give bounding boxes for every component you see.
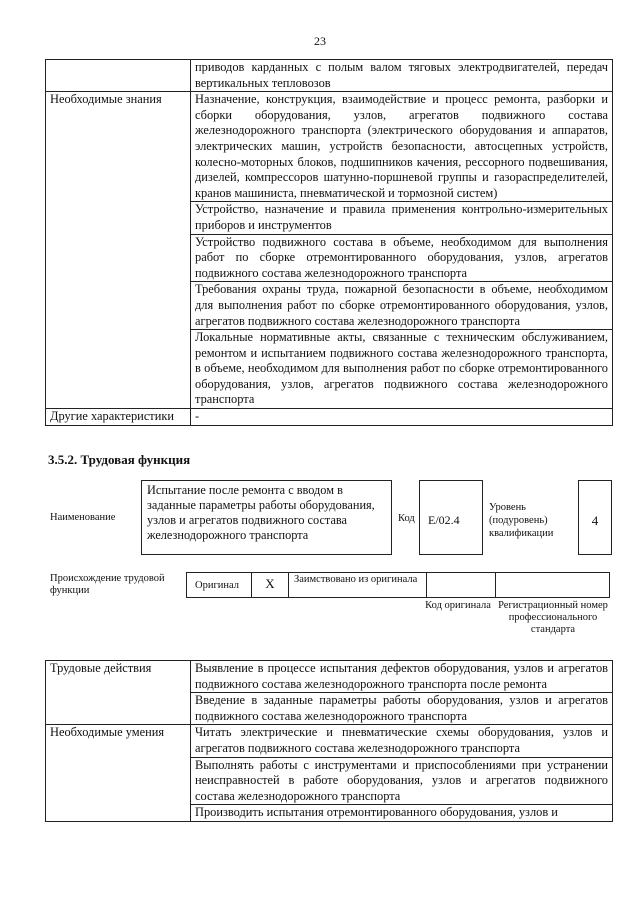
row-text: - <box>191 409 613 426</box>
row-text: Читать электрические и пневматические схемы оборудования, узлов и агрегатов подвижного состава железнодорожного транспорта <box>191 725 613 757</box>
row-label-actions: Трудовые действия <box>46 661 191 725</box>
original-label: Оригинал <box>186 572 252 598</box>
code-original-caption: Код оригинала <box>425 600 491 611</box>
name-label: Наименование <box>50 512 116 523</box>
level-label: Уровень (подуровень) квалификации <box>489 502 554 539</box>
row-text: Устройство, назначение и правила применения контрольно-измерительных приборов и инструментов <box>191 202 613 234</box>
row-text: Производить испытания отремонтированного оборудования, узлов и <box>191 805 613 822</box>
row-label-other: Другие характеристики <box>46 409 191 426</box>
table-row <box>46 661 613 693</box>
page-number: 23 <box>314 34 326 48</box>
row-label-skills: Необходимые умения <box>46 725 191 822</box>
section-title: 3.5.2. Трудовая функция <box>48 452 191 467</box>
table-row <box>46 92 613 202</box>
row-text: Выявление в процессе испытания дефектов оборудования, узлов и агрегатов подвижного состава железнодорожного транспорта после ремонта <box>191 661 613 693</box>
original-mark: X <box>251 572 289 598</box>
table-row <box>46 725 613 757</box>
origin-label: Происхождение трудовой функции <box>50 573 165 596</box>
actions-table <box>45 660 613 822</box>
row-label <box>46 60 191 92</box>
code-label: Код <box>398 513 415 524</box>
knowledge-table <box>45 59 613 426</box>
row-text: Выполнять работы с инструментами и приспособлениями при устранении неисправностей в работе оборудования, узлов и агрегатов подвижного состава железнодорожного транспорта <box>191 757 613 805</box>
borrowed-label: Заимствовано из оригинала <box>288 572 427 598</box>
row-text: Локальные нормативные акты, связанные с техническим обслуживанием, ремонтом и испытанием подвижного состава железнодорожного транспорта, в объеме, необходимом для выполнения работ по сборке отремонтированного оборудования, узлов, агрегатов подвижного состава железнодорожного транспорта <box>191 330 613 409</box>
level-value-box: 4 <box>578 480 612 555</box>
code-original-cell <box>426 572 496 598</box>
table-row <box>46 60 613 92</box>
row-text: Введение в заданные параметры работы оборудования, узлов и агрегатов подвижного состава железнодорожного транспорта <box>191 693 613 725</box>
table-row <box>46 409 613 426</box>
origin-row <box>186 572 612 598</box>
code-value-box: E/02.4 <box>419 480 483 555</box>
row-text: Назначение, конструкция, взаимодействие и процесс ремонта, разборки и сборки оборудования, узлов, агрегатов подвижного состава железнодорожного транспорта (электрического оборудования и аппаратов, электрических машин, устройств безопасности, автосцепных устройств, колесно-моторных блоков, подшипников качения, рессорного подвешивания, дизелей, компрессоров шатунно-поршневой группы и газораспределителей, кранов машиниста, пневматической и тормозной систем) <box>191 92 613 202</box>
reg-number-caption: Регистрационный номер профессионального стандарта <box>498 600 608 635</box>
function-name-box: Испытание после ремонта с вводом в заданные параметры работы оборудования, узлов и агрегатов подвижного состава железнодорожного транспорта <box>141 480 392 555</box>
row-text: Требования охраны труда, пожарной безопасности в объеме, необходимом для выполнения работ по сборке отремонтированного оборудования, узлов, агрегатов подвижного состава железнодорожного транспорта <box>191 282 613 330</box>
row-text: Устройство подвижного состава в объеме, необходимом для выполнения работ по сборке отремонтированного оборудования, узлов, агрегатов подвижного состава железнодорожного транспорта <box>191 234 613 282</box>
row-text: приводов карданных с полым валом тяговых электродвигателей, передач вертикальных тепловозов <box>191 60 613 92</box>
row-label-knowledge: Необходимые знания <box>46 92 191 409</box>
reg-number-cell <box>495 572 610 598</box>
